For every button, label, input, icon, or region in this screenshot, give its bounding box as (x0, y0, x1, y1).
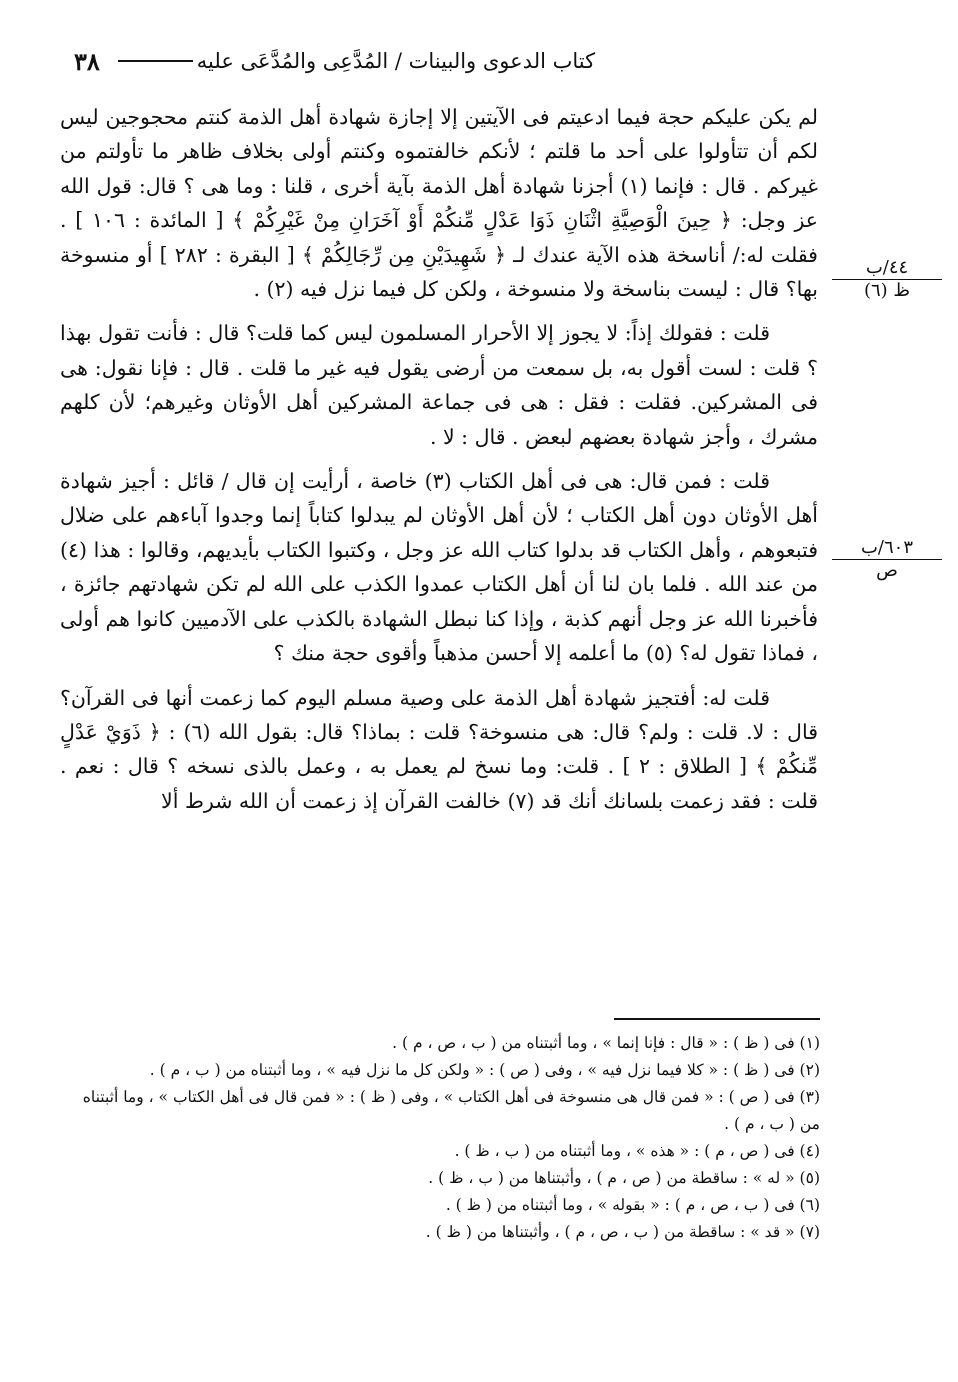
footnote: (٣) فى ( ص ) : « فمن قال هى منسوخة فى أهل الكتاب » ، وفى ( ظ ) : « فمن قال فى أهل الكتاب » ، وما أثبتناه من ( ب ، م ) . (82, 1088, 820, 1133)
main-text (60, 100, 818, 828)
margin-folio-note (832, 258, 942, 301)
footnote: (٢) فى ( ظ ) : « كلا فيما نزل فيه » ، وفى ( ص ) : « ولكن كل ما نزل فيه » ، وما أثبتناه من ( ب ، م ) . (149, 1061, 820, 1079)
margin-note-ms: ظ (٦) (863, 280, 911, 301)
footnote: (٥) « له » : ساقطة من ( ص ، م ) ، وأثبتناها من ( ب ، ظ ) . (428, 1169, 820, 1187)
footnote: (٤) فى ( ص ، م ) : « هذه » ، وما أثبتناه من ( ب ، ظ ) . (454, 1142, 820, 1160)
running-title: كتاب الدعوى والبينات / المُدَّعِى والمُدَّعَى عليه (196, 49, 596, 73)
footnote: (١) فى ( ظ ) : « قال : فإنا إنما » ، وما أثبتناه من ( ب ، ص ، م ) . (392, 1034, 820, 1052)
margin-note-ms: ص (876, 560, 898, 581)
paragraph: قلت له: أفتجيز شهادة أهل الذمة على وصية مسلم اليوم كما زعمت أنها فى القرآن؟ قال : لا. قلت : ولم؟ قال: هى منسوخة؟ قلت : بماذا؟ قال: بقول الله (٦) : ﴿ ذَوَيْ عَدْلٍ مِّنكُمْ ﴾ [ الطلاق : ٢ ] . قلت: وما نسخ لم يعمل به ، وعمل بالذى نسخه ؟ قال : نعم . قلت : فقد زعمت بلسانك أنك قد (٧) خالفت القرآن إذ زعمت أن الله شرط ألا (60, 685, 818, 813)
footnote-separator (614, 1018, 820, 1020)
margin-note-folio: ٦٠٣/ب (832, 538, 942, 560)
paragraph: قلت : فقولك إذاً: لا يجوز إلا الأحرار المسلمون ليس كما قلت؟ قال : فأنت تقول بهذا ؟ قلت : لست أقول به، بل سمعت من أرضى يقول فيه غير ما قلت . قال : فإنا نقول: هى فى المشركين. فقلت : فقل : هى فى جماعة المشركين أهل الأوثان وغيرهم؛ لأن كلهم مشرك ، وأجز شهادة بعضهم لبعض . قال : لا . (60, 321, 818, 449)
footnotes (60, 1030, 820, 1246)
paragraph: قلت : فمن قال: هى فى أهل الكتاب (٣) خاصة ، أرأيت إن قال / قائل : أجيز شهادة أهل الأوثان دون أهل الكتاب ؛ لأن أهل الأوثان لم يبدلوا كتاباً إنما وجدوا آباءهم على ضلال فتبعوهم ، وأهل الكتاب قد بدلوا كتاب الله عز وجل ، وكتبوا الكتاب بأيديهم، وقالوا : هذا (٤) من عند الله . فلما بان لنا أن أهل الكتاب عمدوا الكذب على الله لم تكن شهادتهم جائزة ، فأخبرنا الله عز وجل أنهم كذبة ، وإذا كنا نبطل الشهادة بالكذب على الآدميين كانوا هم أولى ، فماذا تقول له؟ (٥) ما أعلمه إلا أحسن مذهباً وأقوى حجة منك ؟ (60, 469, 818, 666)
margin-note-folio: ٤٤/ب (832, 258, 942, 280)
paragraph: لم يكن عليكم حجة فيما ادعيتم فى الآيتين إلا إجازة شهادة أهل الذمة كنتم محجوجين ليس لكم أن تتأولوا على أحد ما قلتم ؛ لأنكم خالفتموه وكنتم أولى بخلاف ظاهر ما تأولتم من غيركم . قال : فإنما (١) أجزنا شهادة أهل الذمة بآية أخرى ، قلنا : وما هى ؟ قال: قول الله عز وجل: ﴿ حِينَ الْوَصِيَّةِ اثْنَانِ ذَوَا عَدْلٍ مِّنكُمْ أَوْ آخَرَانِ مِنْ غَيْرِكُمْ ﴾ [ المائدة : ١٠٦ ] . فقلت له:/ أناسخة هذه الآية عندك لـ ﴿ شَهِيدَيْنِ مِن رِّجَالِكُمْ ﴾ [ البقرة : ٢٨٢ ] أو منسوخة بها؟ قال : ليست بناسخة ولا منسوخة ، ولكن كل فيما نزل فيه (٢) . (60, 105, 818, 302)
header-rule (118, 60, 193, 62)
page-header (60, 40, 820, 82)
margin-folio-note (832, 538, 942, 581)
footnote: (٧) « قد » : ساقطة من ( ب ، ص ، م ) ، وأثبتناها من ( ظ ) . (425, 1223, 820, 1241)
page-number: ٣٨ (74, 46, 100, 76)
footnote: (٦) فى ( ب ، ص ، م ) : « بقوله » ، وما أثبتناه من ( ظ ) . (445, 1196, 820, 1214)
